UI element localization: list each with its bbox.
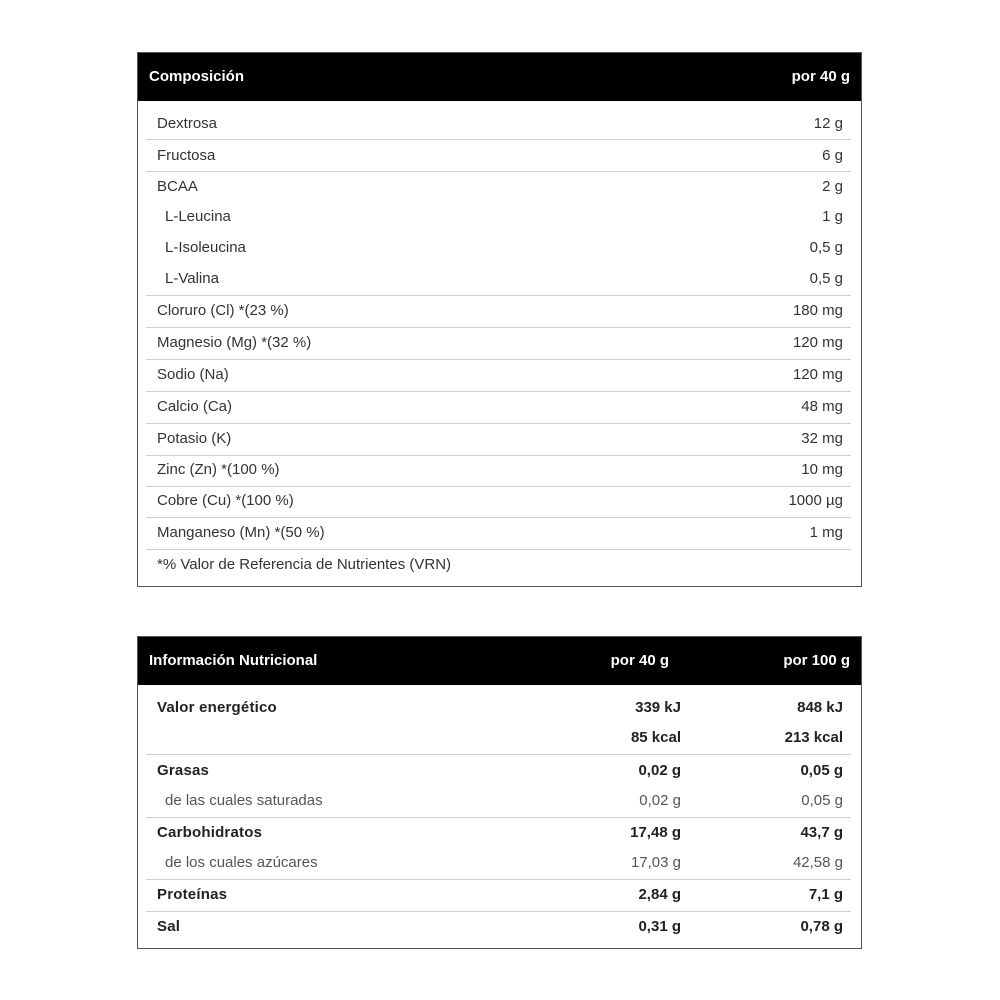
row-divider [146,549,851,550]
row-divider [146,455,851,456]
row-divider [146,171,851,172]
row-label: Cloruro (Cl) *(23 %) [157,302,289,319]
row-label: Sodio (Na) [157,366,229,383]
row-value-40g: 0,02 g [639,792,681,809]
row-divider [146,359,851,360]
row-value: 1 mg [809,524,843,541]
row-label: BCAA [157,178,198,195]
row-divider [146,817,851,818]
row-divider [146,327,851,328]
composition-title: Composición [149,68,245,85]
row-label: Cobre (Cu) *(100 %) [157,492,294,509]
row-divider [146,295,851,296]
row-divider [146,139,851,140]
composition-per-40g: por 40 g [791,68,850,85]
row-label: Manganeso (Mn) *(50 %) [157,524,325,541]
row-divider [146,754,851,755]
row-value-40g: 17,03 g [630,854,681,871]
row-label: de las cuales saturadas [165,792,323,809]
row-label: Zinc (Zn) *(100 %) [157,461,280,478]
row-label: Potasio (K) [157,430,232,447]
row-value-100g: 7,1 g [808,886,843,903]
row-label: Sal [157,918,181,935]
row-value: 48 mg [801,398,843,415]
row-label: de los cuales azúcares [165,854,318,871]
row-divider [146,423,851,424]
row-label: Proteínas [157,886,228,903]
row-value: 1 g [822,208,843,225]
row-value: 120 mg [792,334,843,351]
row-value: 0,5 g [809,239,843,256]
row-value-40g: 17,48 g [630,824,681,841]
row-value: 0,5 g [809,270,843,287]
row-label: L-Valina [165,270,219,287]
row-divider [146,486,851,487]
row-divider [146,911,851,912]
row-value-100g: 0,05 g [800,762,843,779]
row-value: 10 mg [801,461,843,478]
row-value-100g: 0,05 g [801,792,843,809]
row-label: Calcio (Ca) [157,398,233,415]
row-label: Grasas [157,762,210,779]
row-value: 2 g [822,178,843,195]
row-value-40g: 0,31 g [638,918,681,935]
row-label: L-Leucina [165,208,231,225]
row-divider [146,879,851,880]
row-label: Dextrosa [157,115,218,132]
row-divider [146,517,851,518]
row-value-40g: 0,02 g [638,762,681,779]
row-value-40g: 2,84 g [638,886,681,903]
row-value: 6 g [822,147,843,164]
energy-kj-40g: 339 kJ [635,699,681,716]
row-value: 120 mg [792,366,843,383]
nutrition-per-40g-header: por 40 g [610,652,669,669]
energy-label: Valor energético [157,699,277,716]
row-value: 12 g [813,115,843,132]
row-value-100g: 42,58 g [792,854,843,871]
nutrition-table [137,636,862,949]
row-value-100g: 0,78 g [800,918,843,935]
nutrition-header [138,637,861,685]
row-value-100g: 43,7 g [800,824,843,841]
row-label: Magnesio (Mg) *(32 %) [157,334,312,351]
footnote: *% Valor de Referencia de Nutrientes (VRN) [157,556,452,573]
energy-kj-100g: 848 kJ [797,699,843,716]
nutrition-title: Información Nutricional [149,652,318,669]
row-label: Carbohidratos [157,824,263,841]
row-divider [146,391,851,392]
energy-kcal-100g: 213 kcal [784,729,843,746]
composition-table [137,52,862,587]
nutrition-per-100g-header: por 100 g [783,652,850,669]
row-value: 32 mg [801,430,843,447]
row-label: Fructosa [157,147,216,164]
row-value: 180 mg [792,302,843,319]
row-label: L-Isoleucina [165,239,246,256]
composition-header [138,53,861,101]
row-value: 1000 µg [788,492,843,509]
energy-kcal-40g: 85 kcal [630,729,681,746]
